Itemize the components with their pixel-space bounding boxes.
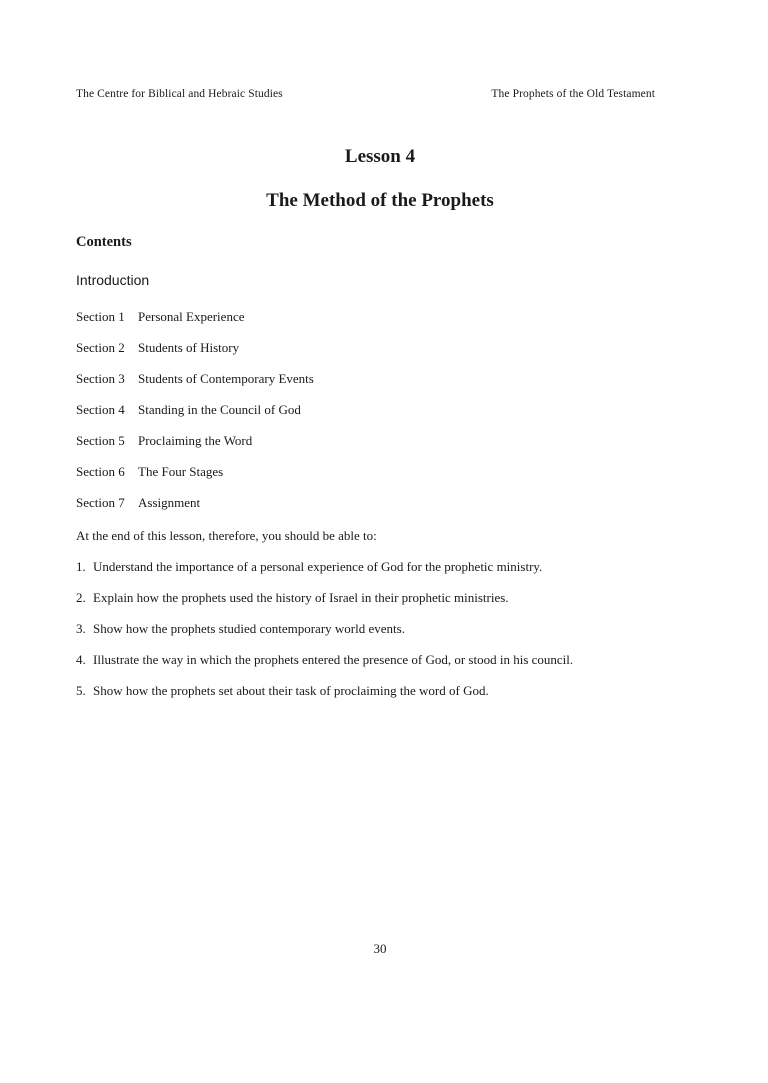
lesson-title: The Method of the Prophets bbox=[266, 190, 494, 211]
objective-item bbox=[76, 652, 573, 668]
section-number: Section 4 bbox=[76, 402, 125, 417]
objective-text: Understand the importance of a personal experience of God for the prophetic ministry. bbox=[93, 559, 543, 574]
contents-heading: Contents bbox=[76, 234, 132, 250]
objective-text: Show how the prophets set about their task of proclaiming the word of God. bbox=[93, 683, 489, 698]
section-item bbox=[76, 464, 223, 482]
section-item bbox=[76, 402, 301, 420]
section-item bbox=[76, 340, 239, 358]
objectives-lead: At the end of this lesson, therefore, you should be able to: bbox=[76, 528, 377, 543]
section-number: Section 2 bbox=[76, 340, 125, 355]
section-item bbox=[76, 495, 200, 513]
objective-item bbox=[76, 590, 509, 606]
introduction-heading: Introduction bbox=[76, 272, 150, 288]
section-title: Personal Experience bbox=[138, 309, 245, 324]
page-number: 30 bbox=[373, 941, 387, 956]
section-item bbox=[76, 371, 314, 389]
objective-item bbox=[76, 683, 489, 699]
section-number: Section 1 bbox=[76, 309, 125, 324]
objective-text: Illustrate the way in which the prophets entered the presence of God, or stood in his council. bbox=[93, 652, 574, 667]
section-item bbox=[76, 433, 252, 451]
section-number: Section 7 bbox=[76, 495, 125, 510]
objective-number: 5. bbox=[76, 683, 86, 698]
objective-number: 1. bbox=[76, 559, 86, 574]
objective-number: 2. bbox=[76, 590, 86, 605]
section-item bbox=[76, 309, 244, 327]
section-number: Section 6 bbox=[76, 464, 125, 479]
section-title: Proclaiming the Word bbox=[138, 433, 253, 448]
objective-number: 3. bbox=[76, 621, 86, 636]
running-header-left: The Centre for Biblical and Hebraic Studies bbox=[76, 88, 283, 100]
section-title: Standing in the Council of God bbox=[138, 402, 301, 417]
section-title: Students of Contemporary Events bbox=[138, 371, 314, 386]
objective-text: Explain how the prophets used the history of Israel in their prophetic ministries. bbox=[93, 590, 509, 605]
objective-item bbox=[76, 559, 542, 575]
running-header-right: The Prophets of the Old Testament bbox=[491, 88, 655, 100]
section-number: Section 3 bbox=[76, 371, 125, 386]
objective-text: Show how the prophets studied contemporary world events. bbox=[93, 621, 405, 636]
section-title: The Four Stages bbox=[138, 464, 224, 479]
objective-number: 4. bbox=[76, 652, 86, 667]
objective-item bbox=[76, 621, 405, 637]
section-title: Students of History bbox=[138, 340, 240, 355]
section-number: Section 5 bbox=[76, 433, 125, 448]
section-title: Assignment bbox=[138, 495, 201, 510]
lesson-number: Lesson 4 bbox=[344, 146, 416, 167]
